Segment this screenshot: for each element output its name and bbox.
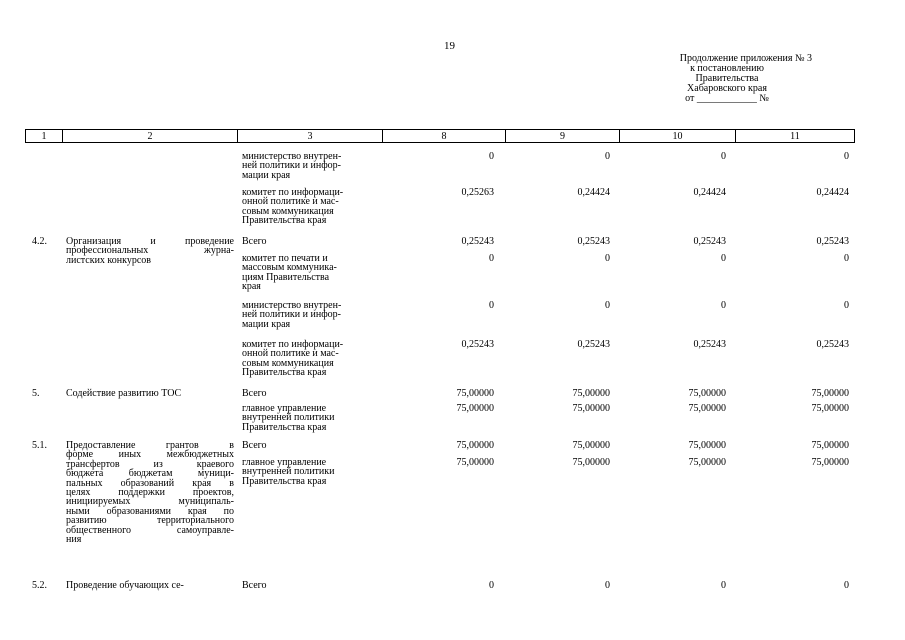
row-value-col9: 0 (605, 253, 610, 264)
row-value-col10: 75,00000 (688, 440, 726, 451)
row-executor: министерство внутрен- ней политики и инфор- мации края (242, 151, 342, 181)
row-number: 5. (32, 388, 40, 399)
row-name: Содействие развитию ТОС (66, 388, 182, 399)
row-executor: комитет по информаци- онной политике и мас- совым коммуникация Правительства края (242, 339, 344, 379)
row-value-col8: 0 (489, 580, 494, 591)
appendix-line-2: к постановлению (690, 63, 764, 74)
row-value-col8: 75,00000 (456, 457, 494, 468)
row-value-col8: 0,25243 (461, 236, 494, 247)
row-value-col11: 75,00000 (811, 440, 849, 451)
row-executor: Всего (242, 388, 267, 399)
header-col-11: 11 (736, 129, 855, 143)
row-value-col11: 0 (844, 580, 849, 591)
header-col-2: 2 (63, 129, 238, 143)
row-executor: главное управление внутренней политики Правительства края (242, 403, 335, 433)
row-value-col9: 0 (605, 151, 610, 162)
row-value-col10: 75,00000 (688, 388, 726, 399)
row-value-col11: 75,00000 (811, 457, 849, 468)
row-value-col11: 75,00000 (811, 403, 849, 414)
row-value-col11: 0 (844, 151, 849, 162)
header-col-9: 9 (506, 129, 620, 143)
row-value-col11: 0,24424 (816, 187, 849, 198)
appendix-line-4: Хабаровского края (687, 83, 767, 94)
row-name: Предоставление грантов в форме иных межбюджетных трансфертов из краевого бюджета бюджетам муници- пальных образований края в целях поддержки проектов, инициируемых муниципаль- ными образованиями края по развитию территориального общественного самоуправле- ния (66, 440, 234, 546)
row-number: 4.2. (32, 236, 47, 247)
appendix-line-3: Правительства (695, 73, 759, 84)
page-number: 19 (444, 40, 455, 52)
row-executor: комитет по печати и массовым коммуника- циям Правительства края (242, 253, 337, 293)
row-value-col10: 0,25243 (693, 339, 726, 350)
row-value-col8: 75,00000 (456, 440, 494, 451)
row-name: Проведение обучающих се- (66, 580, 184, 591)
row-value-col8: 0,25263 (461, 187, 494, 198)
row-value-col8: 0,25243 (461, 339, 494, 350)
header-col-1: 1 (25, 129, 63, 143)
row-value-col9: 0 (605, 580, 610, 591)
row-value-col11: 0 (844, 253, 849, 264)
header-col-10: 10 (620, 129, 736, 143)
row-value-col10: 75,00000 (688, 457, 726, 468)
row-value-col10: 0 (721, 580, 726, 591)
row-value-col11: 0,25243 (816, 236, 849, 247)
row-value-col11: 0 (844, 300, 849, 311)
row-value-col10: 0 (721, 300, 726, 311)
row-value-col8: 75,00000 (456, 388, 494, 399)
row-value-col10: 0,24424 (693, 187, 726, 198)
row-value-col10: 0 (721, 253, 726, 264)
row-value-col9: 75,00000 (572, 457, 610, 468)
appendix-line-1: Продолжение приложения № 3 (679, 53, 812, 64)
row-value-col10: 0 (721, 151, 726, 162)
row-number: 5.1. (32, 440, 47, 451)
row-value-col9: 0,25243 (577, 339, 610, 350)
row-executor: Всего (242, 580, 267, 591)
row-executor: министерство внутрен- ней политики и инфор- мации края (242, 300, 342, 330)
row-value-col11: 0,25243 (816, 339, 849, 350)
row-value-col9: 75,00000 (572, 440, 610, 451)
header-col-3: 3 (238, 129, 383, 143)
row-executor: Всего (242, 440, 267, 451)
row-number: 5.2. (32, 580, 47, 591)
row-executor: комитет по информаци- онной политике и мас- совым коммуникация Правительства края (242, 187, 344, 227)
row-value-col8: 0 (489, 300, 494, 311)
row-value-col9: 0 (605, 300, 610, 311)
row-value-col11: 75,00000 (811, 388, 849, 399)
row-value-col10: 75,00000 (688, 403, 726, 414)
row-value-col9: 75,00000 (572, 403, 610, 414)
row-value-col10: 0,25243 (693, 236, 726, 247)
row-executor: Всего (242, 236, 267, 247)
row-value-col8: 75,00000 (456, 403, 494, 414)
appendix-line-5: от ____________ № (685, 93, 769, 104)
row-value-col9: 75,00000 (572, 388, 610, 399)
row-executor: главное управление внутренней политики Правительства края (242, 457, 335, 487)
row-value-col9: 0,24424 (577, 187, 610, 198)
header-col-8: 8 (383, 129, 506, 143)
row-value-col9: 0,25243 (577, 236, 610, 247)
row-value-col8: 0 (489, 253, 494, 264)
row-name: Организация и проведение профессиональных журна- листских конкурсов (66, 236, 234, 266)
row-value-col8: 0 (489, 151, 494, 162)
